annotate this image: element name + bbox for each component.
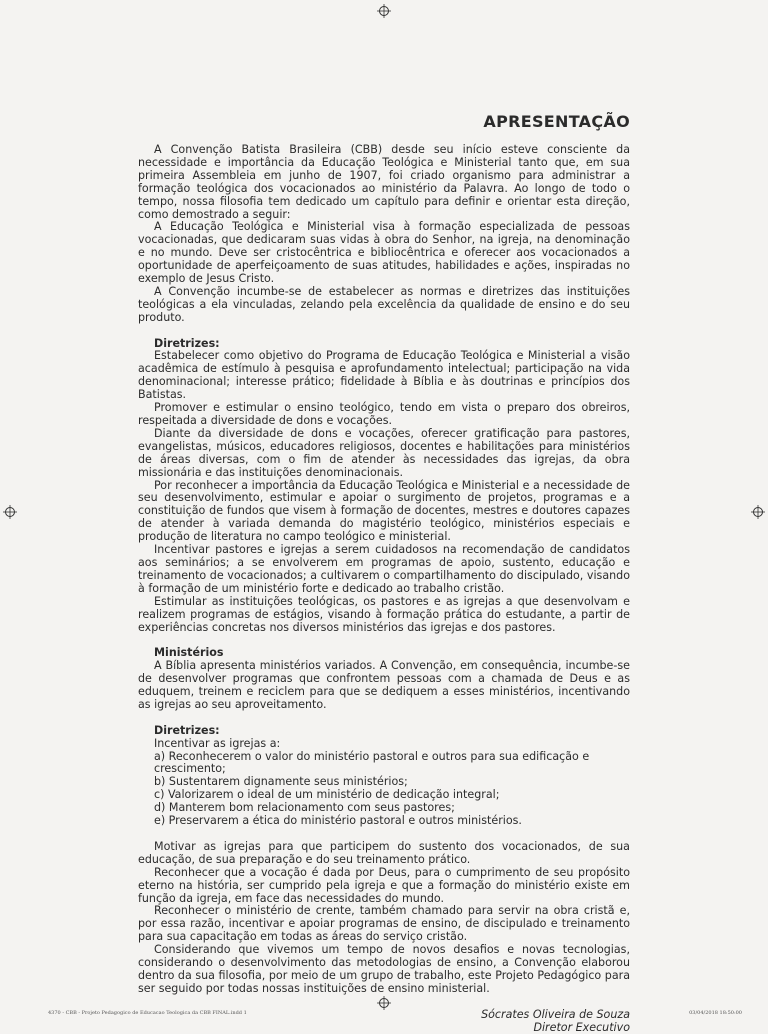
paragraph: Reconhecer o ministério de crente, também chamado para servir na obra cristã e, por essa razão, incentivar e apoiar programas de ensino, de discipulado e treinamento para sua capacitação em todas as áreas do serviço cristão.: [138, 904, 630, 944]
registration-mark-icon: [3, 505, 17, 519]
list-item: e) Preservarem a ética do ministério pastoral e outros ministérios.: [154, 814, 522, 828]
paragraph: Por reconhecer a importância da Educação Teológica e Ministerial e a necessidade de seu desenvolvimento, estimular e apoiar o surgimento de projetos, programas e a constituição de fundos que visem à formação de docentes, mestres e doutores capazes de atender à variada demanda do magistério teológico, ministérios especiais e produção de literatura no campo teológico e ministerial.: [138, 478, 630, 544]
paragraph: A Convenção incumbe-se de estabelecer as normas e diretrizes das instituições teológicas a ela vinculadas, zelando pela excelência da qualidade de ensino e do seu produto.: [138, 284, 630, 324]
footer-timestamp: 03/04/2018 18:50:00: [689, 1010, 742, 1016]
signature-role: Diretor Executivo: [533, 1020, 630, 1034]
signature-name: Sócrates Oliveira de Souza: [481, 1007, 630, 1021]
list-item: a) Reconhecerem o valor do ministério pastoral e outros para sua edificação e crescimento;: [154, 749, 590, 776]
page-title: APRESENTAÇÃO: [483, 112, 630, 131]
paragraph: Incentivar pastores e igrejas a serem cuidadosos na recomendação de candidatos aos seminários; a se envolverem em programas de apoio, sustento, educação e treinamento de vocacionados; a cultivarem o compartilhamento do discipulado, visando à formação de um ministério forte e dedicado ao trabalho cristão.: [138, 543, 630, 595]
registration-mark-icon: [751, 505, 765, 519]
document-page: [138, 112, 630, 1034]
paragraph: A Educação Teológica e Ministerial visa à formação especializada de pessoas vocacionadas, que dedicaram suas vidas à obra do Senhor, na igreja, na denominação e no mundo. Deve ser cristocêntrica e bibliocêntrica e oferecer aos vocacionados a oportunidade de aperfeiçoamento de suas atitudes, habilidades e ações, inspiradas no exemplo de Jesus Cristo.: [138, 220, 630, 286]
paragraph: Estabelecer como objetivo do Programa de Educação Teológica e Ministerial a visão acadêmica de estímulo à pesquisa e aprofundamento intelectual; participação na vida denominacional; interesse prático; fidelidade à Bíblia e às doutrinas e princípios dos Batistas.: [138, 349, 630, 402]
list-lead: Incentivar as igrejas a:: [154, 736, 281, 750]
paragraph: Estimular as instituições teológicas, os pastores e as igrejas a que desenvolvam e realizem programas de estágios, visando à formação prática do estudante, a partir de experiências concretas nos diversos ministérios das igrejas e dos pastores.: [138, 594, 630, 634]
paragraph: A Bíblia apresenta ministérios variados. A Convenção, em consequência, incumbe-se de desenvolver programas que confrontem pessoas com a chamada de Deus e as eduquem, treinem e reciclem para que se dediquem a esses ministérios, incentivando as igrejas ao seu aproveitamento.: [138, 659, 630, 711]
section-heading: Diretrizes:: [154, 336, 220, 350]
paragraph: Reconhecer que a vocação é dada por Deus, para o cumprimento de seu propósito eterno na história, ser cumprido pela igreja e que a formação do ministério existe em função da igreja, em face das necessidades do mundo.: [138, 865, 630, 905]
paragraph: Promover e estimular o ensino teológico, tendo em vista o preparo dos obreiros, respeitada a diversidade de dons e vocações.: [138, 401, 630, 428]
list-item: d) Manterem bom relacionamento com seus pastores;: [154, 801, 455, 815]
footer-file-label: 4370 - CBB - Projeto Pedagogico de Educacao Teologica da CBB FINAL.indd 1: [48, 1010, 247, 1016]
paragraph: Motivar as igrejas para que participem do sustento dos vocacionados, de sua educação, de sua preparação e do seu treinamento prático.: [138, 839, 630, 866]
paragraph: A Convenção Batista Brasileira (CBB) desde seu início esteve consciente da necessidade e importância da Educação Teológica e Ministerial tanto que, em sua primeira Assembleia em junho de 1907, foi criado organismo para administrar a formação teológica dos vocacionados ao ministério da Palavra. Ao longo de todo o tempo, nossa filosofia tem dedicado um capítulo para definir e orientar esta direção, como demostrado a seguir:: [138, 143, 630, 221]
paragraph: Considerando que vivemos um tempo de novos desafios e novas tecnologias, considerando o desenvolvimento das metodologias de ensino, a Convenção elaborou dentro da sua filosofia, por meio de um grupo de trabalho, este Projeto Pedagógico para ser seguido por todas nossas instituições de ensino ministerial.: [138, 943, 630, 995]
list-item: b) Sustentarem dignamente seus ministérios;: [154, 775, 408, 789]
section-heading: Diretrizes:: [154, 723, 220, 737]
section-heading: Ministérios: [154, 646, 224, 660]
paragraph: Diante da diversidade de dons e vocações, oferecer gratificação para pastores, evangelistas, músicos, educadores religiosos, docentes e habilitações para ministérios de áreas diversas, com o fim de atender às necessidades das igrejas, da obra missionária e das instituições denominacionais.: [138, 426, 630, 479]
registration-mark-icon: [377, 4, 391, 18]
list-item: c) Valorizarem o ideal de um ministério de dedicação integral;: [154, 788, 500, 802]
